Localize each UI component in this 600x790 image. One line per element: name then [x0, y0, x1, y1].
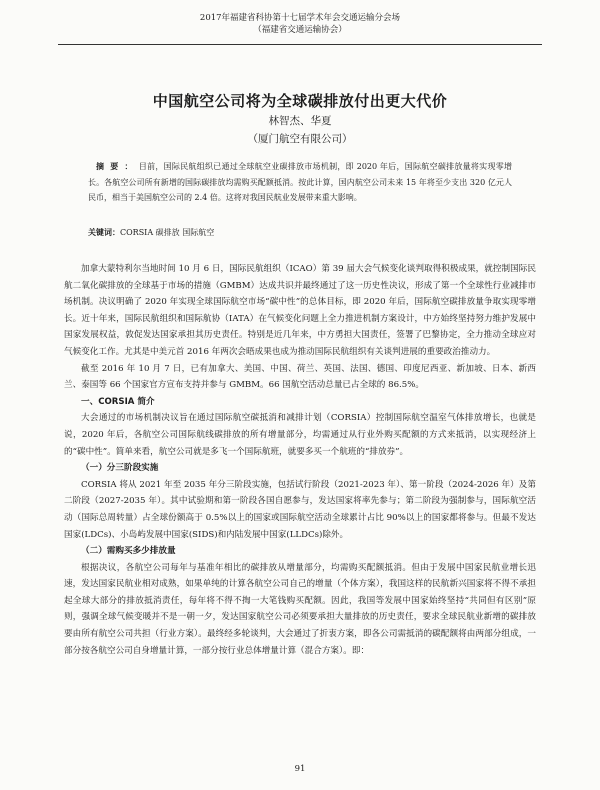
header-line-1: 2017年福建省科协第十七届学术年会交通运输分会场: [199, 13, 401, 23]
abstract-text: 目前，国际民航组织已通过全球航空业碳排放市场机制，即 2020 年后，国际航空碳排放量将实现零增长。各航空公司所有新增的国际碳排放均需购买配额抵消。按此计算，国内航空公司未来 15 年将至少支出 320 亿元人民币，相当于美国航空公司的 2.4 倍。这将对我国民航业发展带来重大影响。: [88, 162, 512, 203]
section-heading-corsia: 一、CORSIA 简介: [81, 396, 155, 407]
page-number: 91: [294, 764, 306, 774]
header-line-2: （福建省交通运输协会）: [253, 25, 347, 35]
subsection-heading-phases: （一）分三阶段实施: [81, 463, 159, 474]
paragraph-4: CORSIA 将从 2021 年至 2035 年分三阶段实施，包括试行阶段（2021-2023 年）、第一阶段（2024-2026 年）及第二阶段（2027-2035 年）。其中试验期和第一阶段各国自愿参与，发达国家将率先参与；第二阶段为强制参与，国际航空活动（国际总周转量）占全球份额高于 0.5%以上的国家或国际航空活动全球累计占比 90%以上的国家都将参与。但最不发达国家(LDCs)、小岛屿发展中国家(SIDS)和内陆发展中国家(LLDCs)除外。: [64, 479, 536, 540]
paper-authors: 林智杰、华夏: [268, 115, 332, 127]
subsection-heading-emissions: （二）需购买多少排放量: [81, 546, 176, 557]
paragraph-3: 大会通过的市场机制决议旨在通过国际航空碳抵消和减排计划（CORSIA）控制国际航空温室气体排放增长，也就是说，2020 年后，各航空公司国际航线碳排放的所有增量部分，均需通过从行业外购买配额的方式来抵消，以实现经济上的“碳中性”。简单来看，航空公司就是多飞一个国际航班，就要多买一个航班的“排放券”。: [64, 413, 536, 457]
keywords-label: 关键词：: [88, 227, 120, 237]
header-divider: [58, 44, 542, 45]
paragraph-5: 根据决议，各航空公司每年与基准年相比的碳排放从增量部分，均需购买配额抵消。但由于发展中国家民航业增长迅速，发达国家民航业相对成熟，如果单纯的计算各航空公司自己的增量（个体方案），我国这样的民航新兴国家将不得不承担起全球大部分的排放抵消责任，每年将不得不掏一大笔钱购买配额。因此，我国等发展中国家始终坚持“共同但有区别”原则，强调全球气候变暖并不是一朝一夕，发达国家航空公司必须要承担大量排放的历史责任，要求全球民航业新增的碳排放要由所有航空公司共担（行业方案）。最终经多轮谈判，大会通过了折衷方案，即各公司需抵消的碳配额将由两部分组成，一部分按各航空公司自身增量计算，一部分按行业总体增量计算（混合方案）。即：: [64, 562, 536, 656]
paragraph-1: 加拿大蒙特利尔当地时间 10 月 6 日，国际民航组织（ICAO）第 39 届大会气候变化谈判取得积极成果，就控制国际民航二氧化碳排放的全球基于市场的措施（GMBM）达成共识并最终通过了这一历史性决议，形成了第一个全球性行业减排市场机制。决议明确了 2020 年实现全球国际航空市场“碳中性”的总体目标，即 2020 年后，国际航空碳排放量争取实现零增长。近十年来，国际民航组织和国际航协（IATA）在气候变化问题上全力推进机制方案设计，中方始终坚持努力维护发展中国家发展权益，敦促发达国家承担其历史责任。特别是近几年来，中方勇担大国责任，签署了巴黎协定，全力推动全球应对气候变化工作。尤其是中美元首 2016 年两次会晤成果也成为推动国际民航组织有关谈判进展的重要政治推动力。: [64, 264, 536, 357]
abstract-label: 摘要：: [96, 161, 139, 171]
running-header: [0, 12, 600, 36]
keywords: [88, 225, 512, 240]
abstract: [88, 159, 512, 206]
keywords-text: CORSIA 碳排放 国际航空: [120, 228, 215, 237]
paper-affiliation: （厦门航空有限公司）: [247, 133, 353, 145]
paper-title: 中国航空公司将为全球碳排放付出更大代价: [152, 92, 448, 110]
paragraph-2: 截至 2016 年 10 月 7 日，已有加拿大、美国、中国、荷兰、英国、法国、德国、印度尼西亚、新加坡、日本、新西兰、泰国等 66 个国家官方宣布支持并参与 GMBM。66 国航空活动总量已占全球的 86.5%。: [64, 363, 536, 391]
body-text: [64, 261, 536, 659]
